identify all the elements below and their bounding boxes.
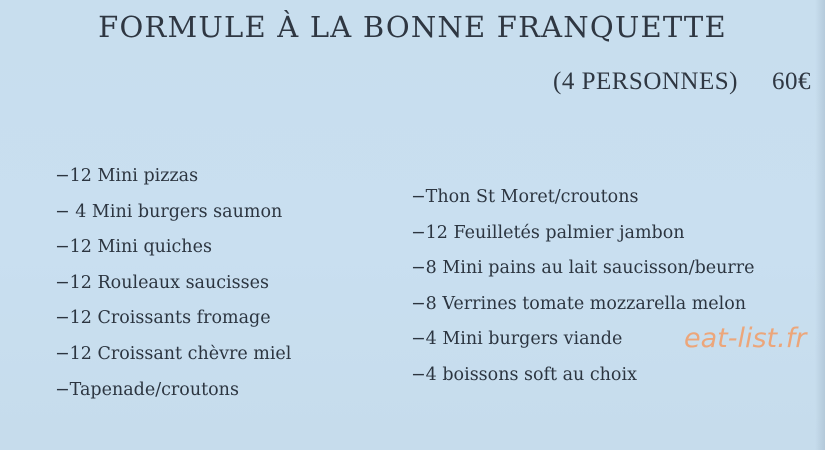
menu-item: −8 Mini pains au lait saucisson/beurre bbox=[411, 258, 755, 279]
price-label: 60€ bbox=[772, 68, 811, 95]
menu-subtitle bbox=[553, 68, 811, 96]
menu-item: − 4 Mini burgers saumon bbox=[55, 201, 283, 222]
menu-item: −12 Mini quiches bbox=[55, 237, 212, 258]
menu-item: −Thon St Moret/croutons bbox=[411, 187, 639, 207]
menu-items-left bbox=[55, 159, 291, 408]
watermark-text: eat-list.fr bbox=[684, 323, 807, 354]
menu-title: FORMULE À LA BONNE FRANQUETTE bbox=[98, 10, 727, 44]
menu-item: −12 Croissant chèvre miel bbox=[55, 343, 292, 364]
menu-item: −12 Feuilletés palmier jambon bbox=[411, 222, 685, 243]
menu-item: −4 Mini burgers viande bbox=[411, 329, 623, 350]
page-edge-shadow bbox=[815, 0, 825, 450]
menu-item: −4 boissons soft au choix bbox=[411, 364, 637, 385]
persons-label: (4 PERSONNES) bbox=[553, 68, 738, 95]
menu-item: −Tapenade/croutons bbox=[55, 379, 239, 400]
menu-item: −12 Croissants fromage bbox=[55, 308, 271, 329]
menu-item: −12 Rouleaux saucisses bbox=[55, 272, 269, 293]
menu-item: −8 Verrines tomate mozzarella melon bbox=[411, 293, 747, 314]
menu-items-right bbox=[411, 180, 755, 394]
menu-item: −12 Mini pizzas bbox=[55, 166, 199, 186]
